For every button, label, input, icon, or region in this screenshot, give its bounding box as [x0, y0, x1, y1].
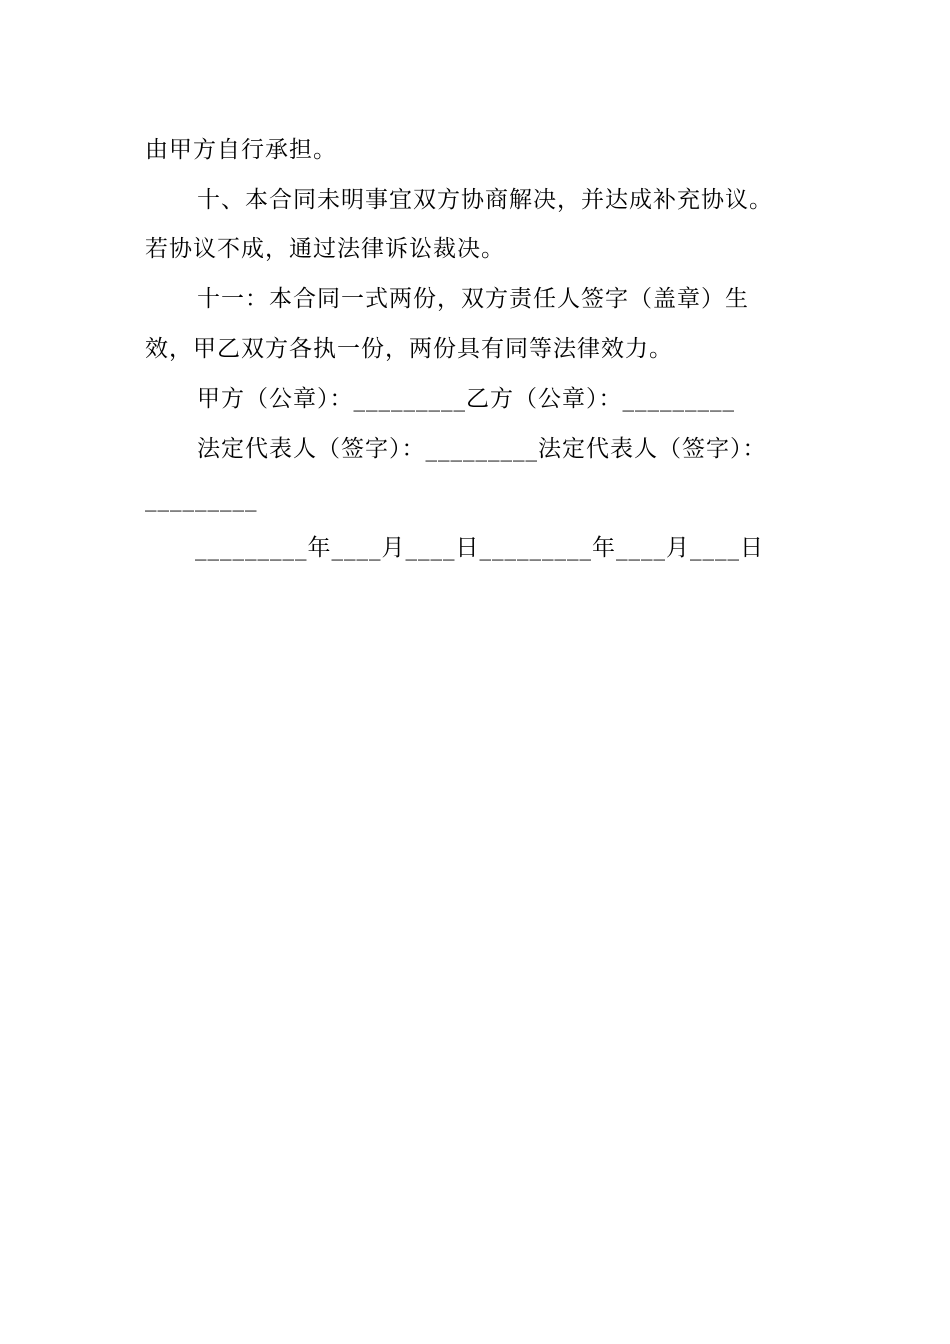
clause-ten-line-2: 若协议不成，通过法律诉讼裁决。 — [145, 236, 505, 262]
party-b-seal-field: 乙方（公章）：_________ — [466, 386, 735, 412]
clause-eleven-line-2: 效，甲乙双方各执一份，两份具有同等法律效力。 — [145, 336, 673, 362]
paragraph-line-1: 由甲方自行承担。 — [145, 137, 337, 163]
party-a-date-field: _________年____月____日 — [195, 535, 480, 561]
clause-eleven-line-1: 十一：本合同一式两份，双方责任人签字（盖章）生 — [197, 286, 749, 312]
party-b-representative-field: 法定代表人（签字）： — [538, 436, 767, 462]
representative-line — [197, 434, 767, 464]
party-a-representative-field: 法定代表人（签字）：_________ — [197, 436, 538, 462]
seal-line — [197, 384, 735, 414]
party-b-date-field: _________年____月____日 — [479, 535, 764, 561]
party-b-representative-blank: _________ — [145, 486, 258, 512]
party-a-seal-field: 甲方（公章）：_________ — [197, 386, 466, 412]
clause-ten-line-1: 十、本合同未明事宜双方协商解决，并达成补充协议。 — [197, 187, 773, 213]
date-line — [195, 533, 764, 563]
